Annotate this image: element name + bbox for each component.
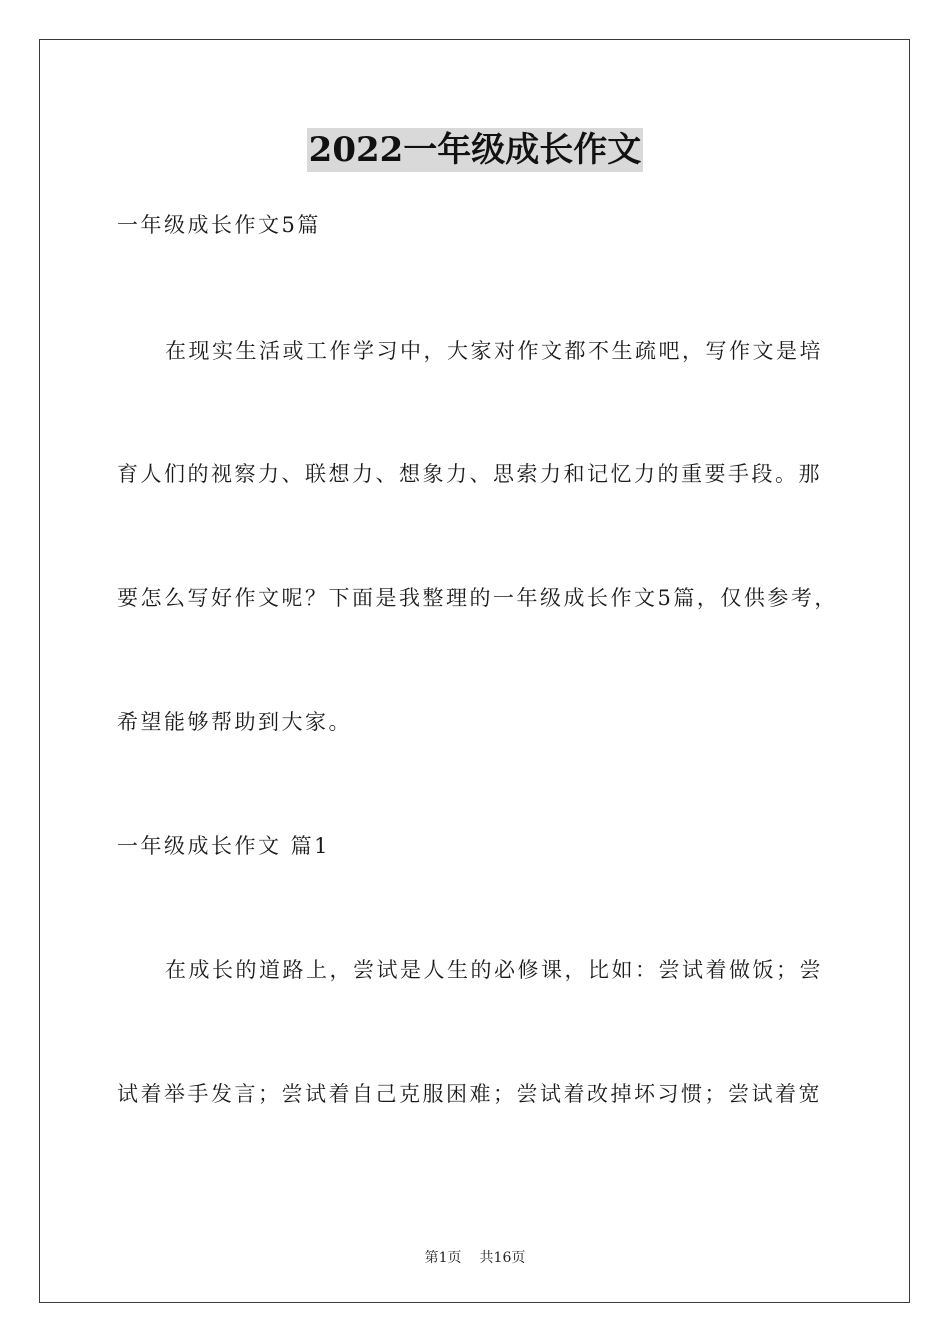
document-title: 2022一年级成长作文 [308, 130, 642, 170]
section-heading: 一年级成长作文 篇1 [117, 834, 331, 858]
paragraph-line: 育人们的视察力、联想力、想象力、思索力和记忆力的重要手段。那 [117, 462, 822, 486]
page-number-total: 共16页 [479, 1250, 526, 1266]
paragraph-line: 在现实生活或工作学习中，大家对作文都不生疏吧，写作文是培 [165, 339, 823, 363]
page-footer [0, 1248, 950, 1268]
document-subtitle: 一年级成长作文5篇 [117, 213, 321, 237]
page-number-current: 第1页 [424, 1250, 462, 1266]
paragraph-line: 要怎么写好作文呢？下面是我整理的一年级成长作文5篇，仅供参考， [117, 586, 838, 610]
paragraph-line: 试着举手发言；尝试着自己克服困难；尝试着改掉坏习惯；尝试着宽 [117, 1082, 822, 1106]
title-container [0, 128, 950, 172]
paragraph-line: 希望能够帮助到大家。 [117, 710, 352, 734]
paragraph-line: 在成长的道路上，尝试是人生的必修课，比如：尝试着做饭；尝 [165, 958, 823, 982]
